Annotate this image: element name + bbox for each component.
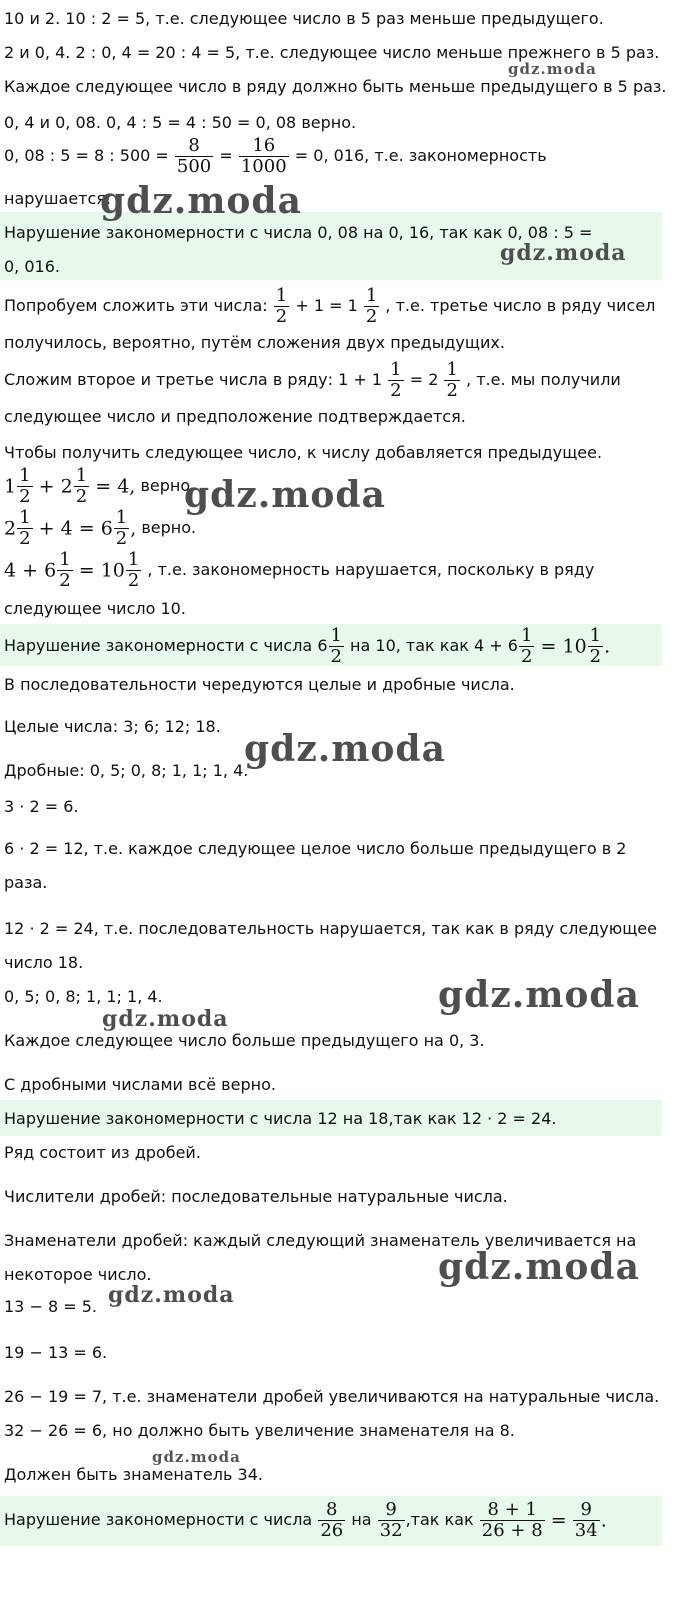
numerator: 1 — [19, 507, 31, 528]
text-line: получилось, вероятно, путём сложения двух предыдущих. — [4, 333, 505, 352]
numerator: 1 — [275, 285, 288, 306]
text-line: 13 − 8 = 5. — [4, 1297, 97, 1316]
fraction — [364, 286, 379, 327]
denominator: 2 — [589, 646, 602, 667]
numerator: 1 — [127, 549, 140, 570]
watermark: gdz.moda — [184, 474, 386, 516]
text-fragment: ,так как — [405, 1510, 474, 1529]
watermark: gdz.moda — [508, 60, 597, 78]
text-line: Ряд состоит из дробей. — [4, 1143, 201, 1162]
text-fragment: на — [351, 1510, 372, 1529]
fraction — [17, 508, 32, 549]
conclusion-text: Нарушение закономерности с числа 0, 08 на 0, 16, так как 0, 08 : 5 = — [4, 223, 593, 242]
denominator: 32 — [379, 1520, 403, 1541]
math-fragment: = 10 — [78, 559, 125, 582]
denominator: 1000 — [240, 156, 287, 177]
denominator: 2 — [330, 646, 342, 667]
math-fragment: = 4, — [95, 475, 136, 498]
text-line: число 18. — [4, 953, 84, 972]
text-line: Числители дробей: последовательные натуральные числа. — [4, 1187, 508, 1206]
text-line: следующее число и предположение подтверждается. — [4, 407, 466, 426]
denominator: 2 — [390, 380, 402, 401]
text-fragment: = 0, 016, т.е. закономерность — [294, 146, 547, 165]
fraction — [588, 626, 603, 667]
text-fragment: верно. — [140, 476, 196, 495]
text-line: нарушается. — [4, 189, 112, 208]
numerator: 1 — [589, 625, 602, 646]
conclusion-math-line — [4, 1500, 607, 1541]
fraction — [573, 1500, 600, 1541]
text-line: В последовательности чередуются целые и дробные числа. — [4, 675, 515, 694]
text-fragment: , т.е. закономерность нарушается, поскольку в ряду — [147, 560, 595, 579]
text-line: 2 и 0, 4. 2 : 0, 4 = 20 : 4 = 5, т.е. следующее число меньше прежнего в 5 раз. — [4, 43, 660, 62]
text-line: Каждое следующее число в ряду должно быть меньше предыдущего в 5 раз. — [4, 77, 667, 96]
numerator: 9 — [573, 1500, 600, 1521]
denominator: 2 — [59, 570, 71, 591]
watermark: gdz.moda — [100, 180, 302, 222]
text-fragment: , т.е. мы получили — [466, 370, 621, 389]
math-fragment: 2 — [4, 517, 17, 540]
text-fragment: = 2 — [409, 370, 439, 389]
numerator: 1 — [59, 549, 71, 570]
fraction — [329, 626, 344, 667]
fraction — [74, 466, 89, 507]
text-line: 26 − 19 = 7, т.е. знаменатели дробей увеличиваются на натуральные числа. — [4, 1387, 660, 1406]
watermark: gdz.moda — [152, 1448, 241, 1466]
denominator: 2 — [446, 380, 458, 401]
text-fragment: + 1 = 1 — [295, 296, 358, 315]
text-fragment: верно. — [141, 518, 197, 537]
numerator: 1 — [390, 359, 402, 380]
text-line: 32 − 26 = 6, но должно быть увеличение знаменателя на 8. — [4, 1421, 515, 1440]
math-fragment: = 10 — [540, 635, 587, 658]
text-fragment: на 10, так как 4 + 6 — [350, 636, 518, 655]
text-line: Целые числа: 3; 6; 12; 18. — [4, 717, 221, 736]
watermark: gdz.moda — [500, 240, 627, 266]
watermark: gdz.moda — [108, 1282, 235, 1308]
numerator: 1 — [446, 359, 458, 380]
text-line: 3 · 2 = 6. — [4, 797, 79, 816]
denominator: 2 — [365, 306, 378, 327]
math-fragment: . — [604, 635, 611, 658]
numerator: 1 — [75, 465, 88, 486]
fraction — [114, 508, 129, 549]
text-line: 0, 4 и 0, 08. 0, 4 : 5 = 4 : 50 = 0, 08 верно. — [4, 113, 357, 132]
text-line: Должен быть знаменатель 34. — [4, 1465, 263, 1484]
fraction — [519, 626, 534, 667]
text-line: 12 · 2 = 24, т.е. последовательность нарушается, так как в ряду следующее — [4, 919, 657, 938]
text-line: Дробные: 0, 5; 0, 8; 1, 1; 1, 4. — [4, 761, 249, 780]
denominator: 26 — [320, 1520, 344, 1541]
denominator: 2 — [275, 306, 288, 327]
text-line: 10 и 2. 10 : 2 = 5, т.е. следующее число в 5 раз меньше предыдущего. — [4, 9, 604, 28]
math-fragment: = — [550, 1509, 567, 1532]
fraction — [388, 360, 403, 401]
numerator: 1 — [19, 465, 31, 486]
text-fragment: Сложим второе и третье числа в ряду: 1 + 1 — [4, 370, 383, 389]
fraction — [175, 136, 213, 177]
text-line: 6 · 2 = 12, т.е. каждое следующее целое число больше предыдущего в 2 — [4, 839, 627, 858]
numerator: 1 — [365, 285, 378, 306]
fraction — [274, 286, 289, 327]
math-line — [4, 360, 621, 401]
math-fragment: + 2 — [38, 475, 73, 498]
text-line: С дробными числами всё верно. — [4, 1075, 276, 1094]
watermark: gdz.moda — [438, 1246, 640, 1288]
text-fragment: Попробуем сложить эти числа: — [4, 296, 268, 315]
text-line: раза. — [4, 873, 48, 892]
denominator: 2 — [19, 486, 31, 507]
fraction — [444, 360, 459, 401]
math-fragment: + 4 = 6 — [38, 517, 113, 540]
text-line: Каждое следующее число больше предыдущего на 0, 3. — [4, 1031, 485, 1050]
numerator: 8 — [175, 136, 213, 157]
conclusion-text: Нарушение закономерности с числа 12 на 18,так как 12 · 2 = 24. — [4, 1109, 557, 1128]
text-line: Знаменатели дробей: каждый следующий знаменатель увеличивается на — [4, 1231, 637, 1250]
fraction — [239, 136, 289, 177]
math-fragment: , — [130, 517, 137, 540]
numerator: 16 — [239, 136, 289, 157]
fraction — [17, 466, 32, 507]
denominator: 34 — [574, 1520, 598, 1541]
fraction — [57, 550, 72, 591]
denominator: 2 — [127, 570, 140, 591]
watermark: gdz.moda — [438, 974, 640, 1016]
text-line: 19 − 13 = 6. — [4, 1343, 108, 1362]
math-fragment: 1 — [4, 475, 17, 498]
conclusion-math-line — [4, 626, 610, 667]
text-fragment: 0, 08 : 5 = 8 : 500 = — [4, 146, 169, 165]
numerator: 8 — [318, 1500, 345, 1521]
denominator: 2 — [75, 486, 88, 507]
fraction — [378, 1500, 405, 1541]
numerator: 1 — [330, 625, 342, 646]
numerator: 1 — [520, 625, 533, 646]
math-fragment: 4 + 6 — [4, 559, 57, 582]
denominator: 26 + 8 — [481, 1520, 543, 1541]
denominator: 2 — [115, 528, 128, 549]
numerator: 9 — [378, 1500, 405, 1521]
numerator: 1 — [115, 507, 128, 528]
text-fragment: = — [219, 146, 233, 165]
text-fragment: Нарушение закономерности с числа 6 — [4, 636, 328, 655]
conclusion-text: 0, 016. — [4, 257, 60, 276]
text-line: 0, 5; 0, 8; 1, 1; 1, 4. — [4, 987, 163, 1006]
math-line — [4, 466, 195, 507]
text-line: следующее число 10. — [4, 599, 186, 618]
text-fragment: Нарушение закономерности с числа — [4, 1510, 313, 1529]
math-line — [4, 286, 655, 327]
text-fragment: , т.е. третье число в ряду чисел — [385, 296, 656, 315]
math-line — [4, 508, 196, 549]
numerator: 8 + 1 — [480, 1500, 545, 1521]
text-line: Чтобы получить следующее число, к числу добавляется предыдущее. — [4, 443, 603, 462]
fraction — [318, 1500, 345, 1541]
fraction — [126, 550, 141, 591]
math-line — [4, 550, 594, 591]
denominator: 500 — [176, 156, 212, 177]
watermark: gdz.moda — [244, 728, 446, 770]
denominator: 2 — [520, 646, 533, 667]
text-line: некоторое число. — [4, 1265, 152, 1284]
math-line — [4, 136, 547, 177]
fraction — [480, 1500, 545, 1541]
math-fragment: . — [600, 1509, 607, 1532]
watermark: gdz.moda — [102, 1006, 229, 1032]
denominator: 2 — [19, 528, 31, 549]
